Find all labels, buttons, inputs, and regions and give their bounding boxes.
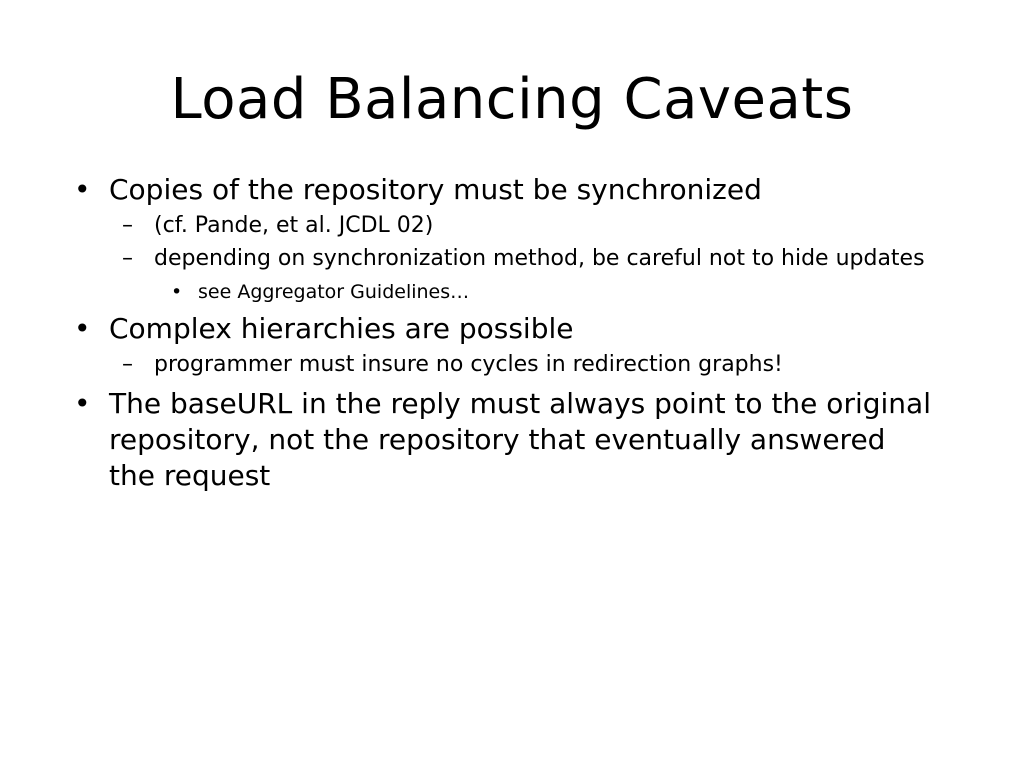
bullet-item xyxy=(72,172,932,208)
bullet-item xyxy=(72,386,932,494)
sub-sub-bullet-text: see Aggregator Guidelines… xyxy=(198,281,470,303)
bullet-text: Complex hierarchies are possible xyxy=(109,312,574,345)
bullet-dot-icon: • xyxy=(171,281,183,303)
sub-bullet-text: programmer must insure no cycles in redirection graphs! xyxy=(154,352,783,377)
sub-bullet-item xyxy=(72,211,932,241)
bullet-item xyxy=(72,311,932,347)
sub-sub-bullet-item xyxy=(72,279,932,305)
sub-bullet-item xyxy=(72,244,932,274)
sub-bullet-text: (cf. Pande, et al. JCDL 02) xyxy=(154,213,434,238)
bullet-dot-icon: • xyxy=(74,173,91,206)
bullet-dot-icon: • xyxy=(74,387,91,420)
bullet-dash-icon: – xyxy=(122,246,133,271)
sub-bullet-text: depending on synchronization method, be careful not to hide updates xyxy=(154,246,925,271)
bullet-dot-icon: • xyxy=(74,312,91,345)
bullet-text: Copies of the repository must be synchronized xyxy=(109,173,762,206)
bullet-dash-icon: – xyxy=(122,213,133,238)
slide-body xyxy=(72,172,932,494)
slide-title: Load Balancing Caveats xyxy=(170,67,854,132)
sub-bullet-item xyxy=(72,350,932,380)
bullet-text: The baseURL in the reply must always point to the original repository, not the repository that eventually answered the request xyxy=(109,387,931,492)
bullet-dash-icon: – xyxy=(122,352,133,377)
